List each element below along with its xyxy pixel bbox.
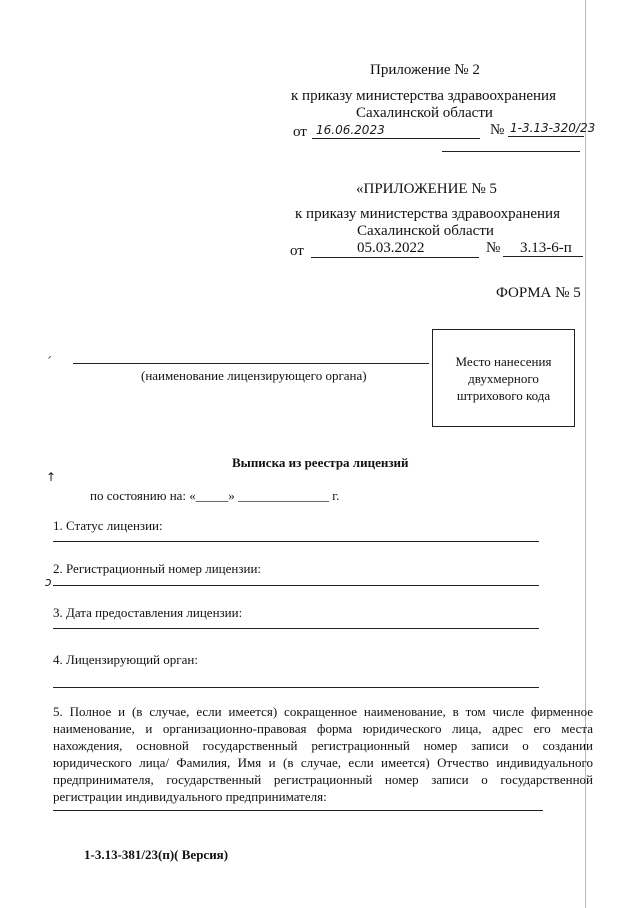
as-of-suffix: г. — [329, 488, 340, 503]
header1-order-line: к приказу министерства здравоохранения — [291, 88, 556, 104]
field-date-label: 3. Дата предоставления лицензии: — [53, 605, 243, 620]
field-regnumber-label: 2. Регистрационный номер лицензии: — [53, 561, 262, 576]
header2-appendix: «ПРИЛОЖЕНИЕ № 5 — [356, 181, 497, 197]
margin-mark-1: ˊ — [45, 355, 51, 369]
header2-number-prefix: № — [486, 240, 501, 256]
header1-extra-line — [442, 151, 580, 152]
header2-date-value: 05.03.2022 — [357, 240, 425, 256]
header2-date-prefix: от — [290, 243, 304, 259]
as-of-month: ______________ — [238, 488, 330, 503]
field-entity-paragraph: 5. Полное и (в случае, если имеется) сокращенное наименование, в том числе фирменное наименование, и организационно-правовая форма юридического лица, адрес его места нахождения, основной государственный регистрационный номер записи о создании юридического лица/ Фамилия, Имя и (в случае, если имеется) Отчество индивидуального предпринимателя, государственный регистрационный номер записи о государственной регистрации индивидуального предпринимателя: — [53, 704, 593, 804]
header2-number-value: 3.13-6-п — [520, 240, 572, 256]
as-of-prefix: по состоянию на: « — [90, 488, 196, 503]
header1-number-prefix: № — [490, 122, 505, 138]
header1-region: Сахалинской области — [356, 105, 493, 121]
authority-caption: (наименование лицензирующего органа) — [141, 368, 367, 383]
header2-date-line — [311, 257, 479, 258]
field-authority-label: 4. Лицензирующий орган: — [53, 652, 198, 667]
field-entity-line — [53, 810, 543, 811]
header2-order-line: к приказу министерства здравоохранения — [295, 206, 560, 222]
as-of-day: _____ — [195, 488, 229, 503]
margin-mark-2: ↑ — [46, 470, 57, 484]
header2-region: Сахалинской области — [357, 223, 494, 239]
field-status-label: 1. Статус лицензии: — [53, 518, 163, 533]
field-authority-line — [53, 687, 539, 688]
barcode-box-label: Место нанесения двухмерного штрихового кода — [455, 353, 552, 403]
header1-number-line — [508, 136, 584, 137]
header1-number-value: 1-3.13-320/23 — [510, 121, 596, 135]
field-date-line — [53, 628, 539, 629]
field-regnumber-line — [53, 585, 539, 586]
footer-version: 1-3.13-381/23(п)( Версия) — [84, 847, 229, 862]
as-of-mid: » — [228, 488, 239, 503]
header1-date-line — [312, 138, 480, 139]
form-label: ФОРМА № 5 — [496, 285, 581, 301]
barcode-box — [432, 329, 575, 427]
document-title: Выписка из реестра лицензий — [232, 455, 409, 470]
as-of-line — [90, 488, 339, 504]
header1-date-value: 16.06.2023 — [316, 123, 385, 137]
header1-date-prefix: от — [293, 124, 307, 140]
margin-mark-3: ↄ — [45, 575, 52, 589]
header1-appendix: Приложение № 2 — [370, 62, 480, 78]
field-status-line — [53, 541, 539, 542]
authority-line — [73, 363, 429, 364]
